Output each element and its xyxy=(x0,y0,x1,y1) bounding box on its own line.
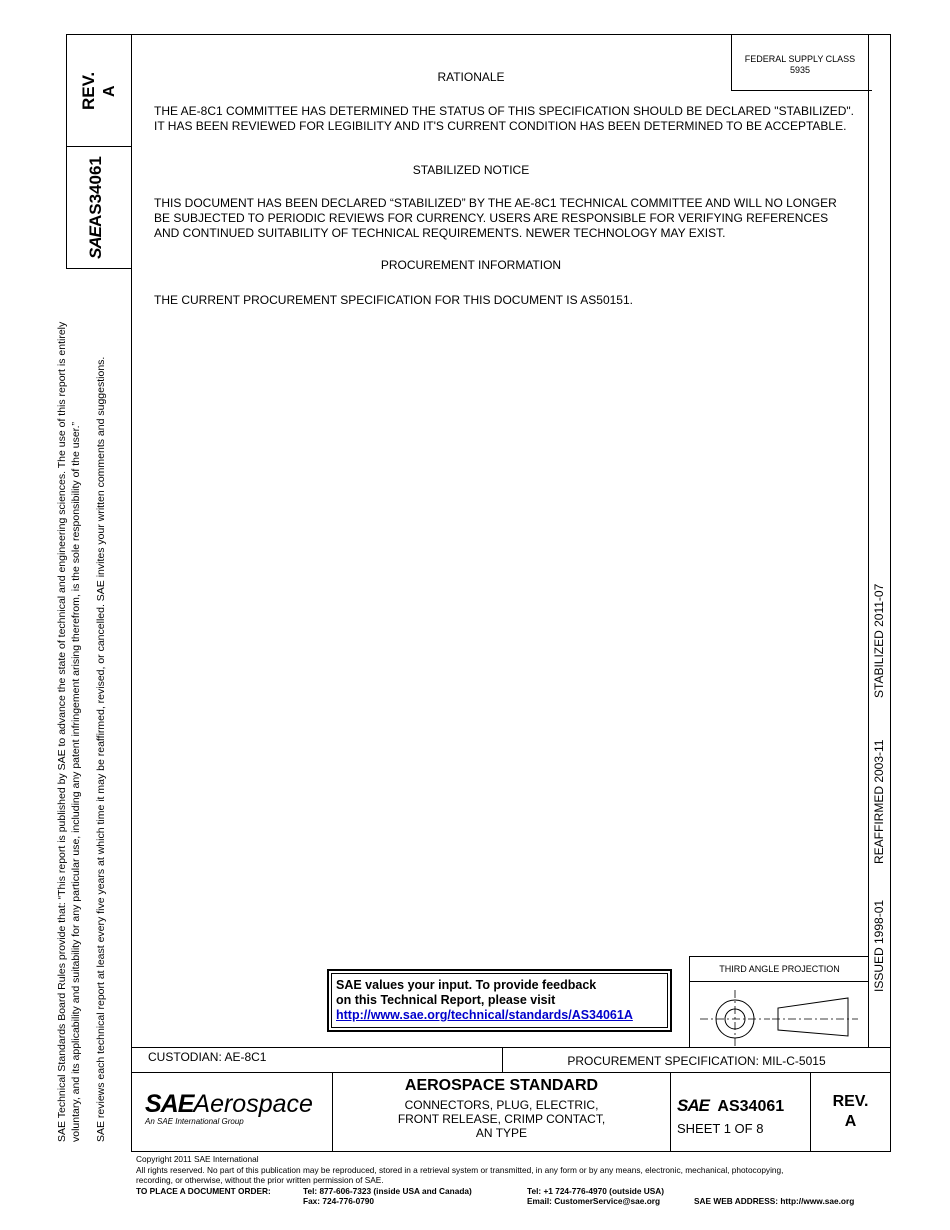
tb-top xyxy=(131,1047,891,1048)
frame-left-tab-bottom xyxy=(66,268,132,269)
feedback-link[interactable]: http://www.sae.org/technical/standards/AS34061A xyxy=(336,1008,633,1022)
frame-fsc-bottom xyxy=(731,90,872,91)
rev-value: A xyxy=(844,1113,857,1130)
procurement-info-title: PROCUREMENT INFORMATION xyxy=(380,258,562,272)
side-note-line2: voluntary, and its applicability and suitability for any particular use, including any patent infringement arising therefrom, is the sole responsibility of the user.” xyxy=(70,421,82,1142)
rev-block xyxy=(811,1092,890,1132)
tb-title-divider xyxy=(670,1072,671,1152)
standard-title-block xyxy=(333,1076,670,1140)
stabilized-notice-text: THIS DOCUMENT HAS BEEN DECLARED “STABILIZED” BY THE AE-8C1 TECHNICAL COMMITTEE AND WILL NO LONGER BE SUBJECTED TO PERIODIC REVIEWS FOR CURRENCY. USERS ARE RESPONSIBLE FOR VERIFYING REFERENCES AND CONTINUED SUITABILITY OF TECHNICAL REQUIREMENTS. NEWER TECHNOLOGY MAY EXIST. xyxy=(154,196,837,240)
side-note-line3: SAE reviews each technical report at least every five years at which time it may be reaffirmed, revised, or cancelled. SAE invites your written comments and suggestions. xyxy=(95,356,107,1142)
sae-logo-icon: SAE xyxy=(145,1090,194,1118)
logo-subtitle: An SAE International Group xyxy=(145,1117,244,1126)
description-line2: FRONT RELEASE, CRIMP CONTACT, xyxy=(397,1112,606,1126)
tel-us: Tel: 877-606-7323 (inside USA and Canada) xyxy=(303,1185,472,1196)
rationale-title: RATIONALE xyxy=(437,70,505,84)
rights-line1: All rights reserved. No part of this publication may be reproduced, stored in a retrieval system or transmitted, in any form or by any means, electronic, mechanical, photocopying, xyxy=(136,1164,784,1175)
aerospace-wordmark: Aerospace xyxy=(193,1090,313,1118)
sae-logo-icon: SAE xyxy=(86,227,105,259)
copyright: Copyright 2011 SAE International xyxy=(136,1154,259,1164)
rights-line2: recording, or otherwise, without the prior written permission of SAE. xyxy=(136,1175,384,1185)
frame-left-tab-mid xyxy=(66,146,132,147)
stabilized-notice-title: STABILIZED NOTICE xyxy=(412,163,530,177)
feedback-line2: on this Technical Report, please visit xyxy=(336,993,556,1007)
left-tab-rev-label: REV. xyxy=(79,71,98,110)
order-label: TO PLACE A DOCUMENT ORDER: xyxy=(136,1185,271,1196)
sae-logo-icon: SAE xyxy=(677,1096,709,1115)
left-tab-rev-value: A xyxy=(101,85,118,97)
standard-title: AEROSPACE STANDARD xyxy=(404,1077,599,1094)
fax: Fax: 724-776-0790 xyxy=(303,1196,375,1206)
frame-main-right xyxy=(890,34,891,1152)
feedback-line1: SAE values your input. To provide feedback xyxy=(336,978,597,992)
doc-number: AS34061 xyxy=(717,1098,785,1115)
right-tab-issued: ISSUED 1998-01 xyxy=(872,899,886,992)
sheet-number: SHEET 1 OF 8 xyxy=(677,1121,764,1136)
feedback-box xyxy=(327,969,672,1032)
fsc-label: FEDERAL SUPPLY CLASS xyxy=(744,54,856,64)
frame-left-tab-top xyxy=(66,34,132,35)
left-tab-doc-id xyxy=(86,156,106,259)
fsc-value: 5935 xyxy=(789,65,811,75)
rationale-text: THE AE-8C1 COMMITTEE HAS DETERMINED THE STATUS OF THIS SPECIFICATION SHOULD BE DECLARED "STABILIZED". IT HAS BEEN REVIEWED FOR LEGIBILITY AND IT'S CURRENT CONDITION HAS BEEN DETERMINED TO BE ACCEPTABLE. xyxy=(154,104,854,133)
frame-inner-right xyxy=(868,34,869,1048)
description-line3: AN TYPE xyxy=(475,1126,528,1140)
description-line1: CONNECTORS, PLUG, ELECTRIC, xyxy=(404,1098,599,1112)
frame-main-left xyxy=(131,34,132,1152)
procurement-spec: PROCUREMENT SPECIFICATION: MIL-C-5015 xyxy=(567,1054,826,1068)
tb-bottom xyxy=(131,1151,891,1152)
sae-aerospace-logo xyxy=(145,1090,313,1126)
frame-main-top xyxy=(131,34,891,35)
right-tab-stabilized: STABILIZED 2011-07 xyxy=(872,583,886,698)
projection-label: THIRD ANGLE PROJECTION xyxy=(719,964,840,974)
procurement-info-text: THE CURRENT PROCUREMENT SPECIFICATION FOR THIS DOCUMENT IS AS50151. xyxy=(154,293,633,307)
third-angle-projection-icon xyxy=(690,982,869,1048)
email: Email: CustomerService@sae.org xyxy=(527,1196,661,1206)
doc-id-block xyxy=(677,1096,784,1116)
tb-row-divider xyxy=(131,1072,891,1073)
right-tab-reaffirmed: REAFFIRMED 2003-11 xyxy=(872,739,886,864)
web-address: SAE WEB ADDRESS: http://www.sae.org xyxy=(694,1196,855,1206)
tel-intl: Tel: +1 724-776-4970 (outside USA) xyxy=(527,1185,665,1196)
footer xyxy=(136,1154,896,1208)
frame-left-tab-left xyxy=(66,34,67,269)
left-tab-doc-number: AS34061 xyxy=(86,156,105,228)
projection-box xyxy=(689,956,869,1048)
side-note-line1: SAE Technical Standards Board Rules provide that: “This report is published by SAE to advance the state of technical and engineering sciences. The use of this report is entirely xyxy=(56,321,68,1142)
rev-label: REV. xyxy=(832,1093,869,1110)
custodian: CUSTODIAN: AE-8C1 xyxy=(148,1050,267,1064)
